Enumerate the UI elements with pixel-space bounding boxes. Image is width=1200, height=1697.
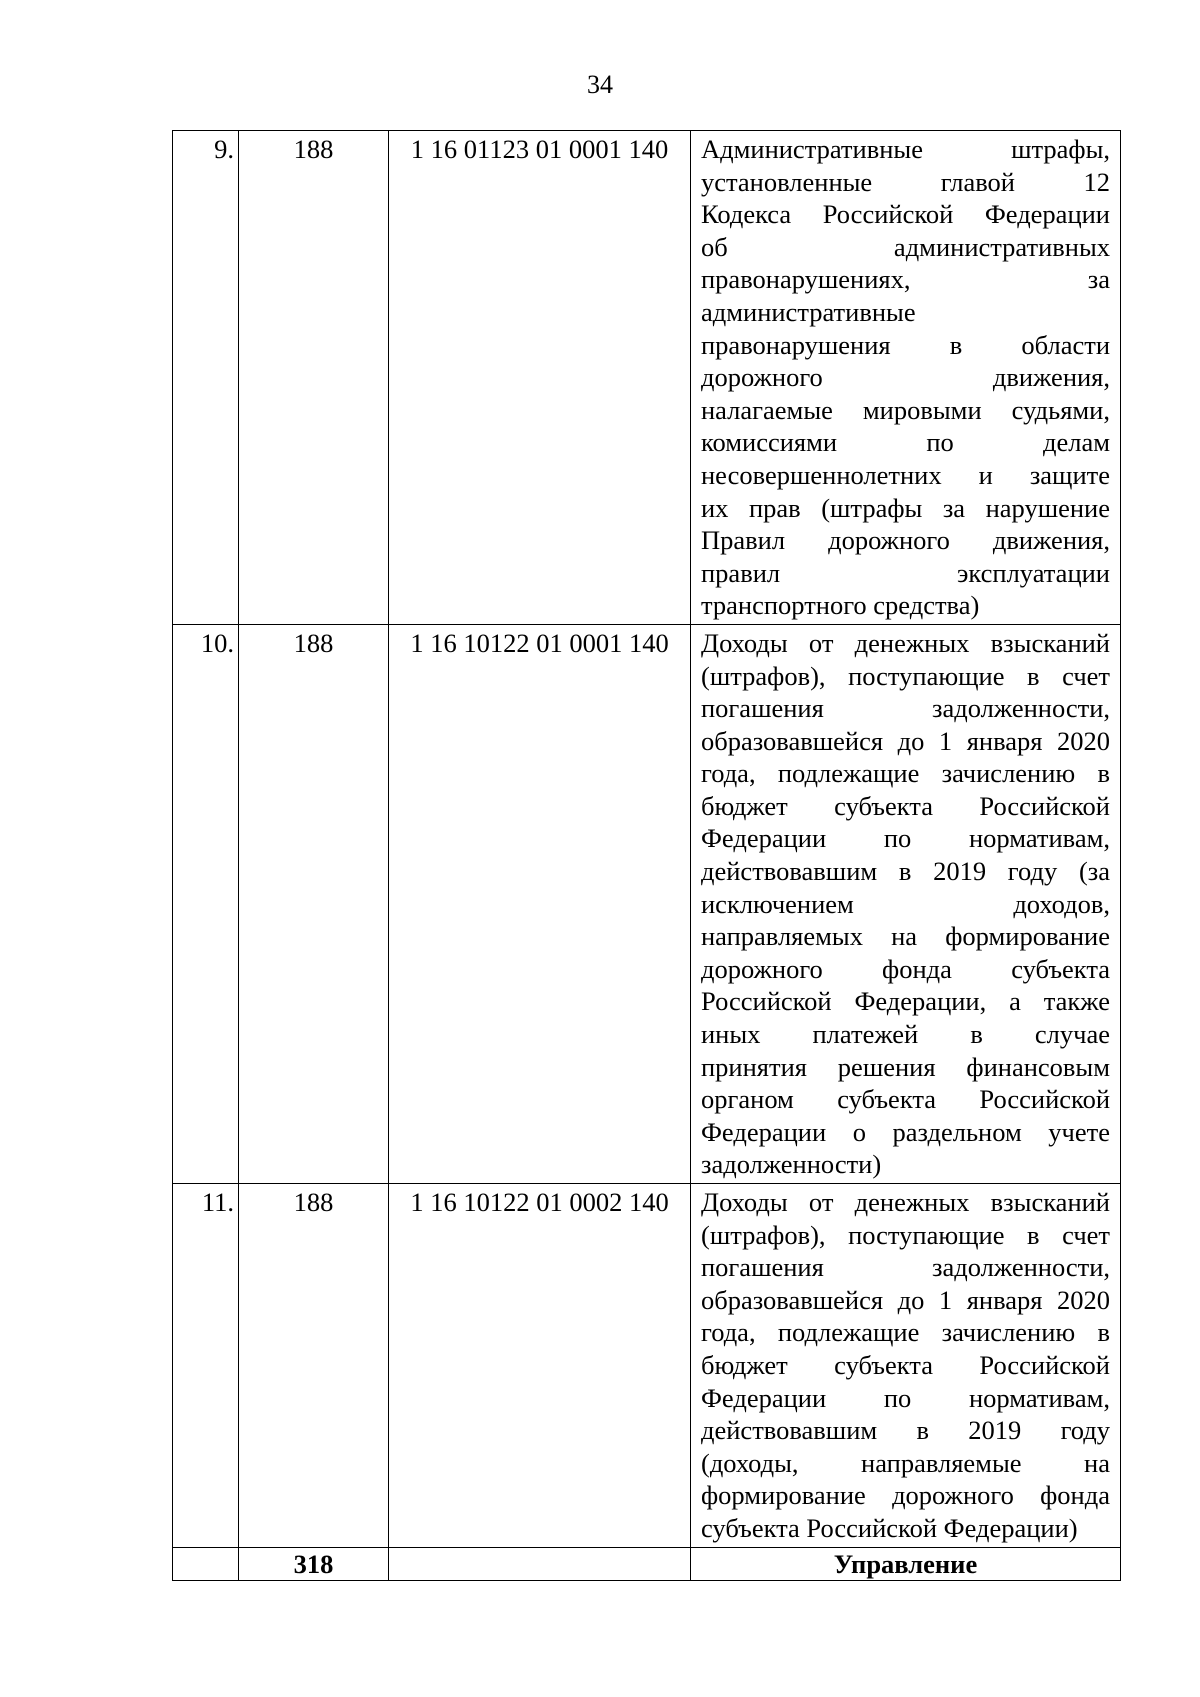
revenue-name-line: дорожного движения,	[701, 362, 1110, 393]
revenue-name-line: дорожного фонда субъекта	[701, 953, 1110, 984]
revenue-name-line: несовершеннолетних и защите	[701, 459, 1110, 490]
revenue-name-line: комиссиями по делам	[701, 427, 1110, 458]
revenue-name-line: Федерации по нормативам,	[701, 823, 1110, 854]
revenue-name-line: направляемых на формирование	[701, 921, 1110, 952]
revenue-name-line: образовавшейся до 1 января 2020	[701, 725, 1110, 756]
revenue-code-cell: 1 16 01123 01 0001 140	[389, 131, 691, 625]
revenue-name-line: Кодекса Российской Федерации	[701, 199, 1110, 230]
revenue-code-cell: 1 16 10122 01 0002 140	[389, 1184, 691, 1548]
revenue-name-line: субъекта Российской Федерации)	[701, 1512, 1078, 1543]
table-body	[173, 131, 1121, 1581]
total-row-name-cell: Управление	[691, 1547, 1121, 1581]
row-number-cell: 10.	[173, 624, 239, 1183]
revenue-name-cell	[691, 131, 1121, 625]
row-number-cell: 9.	[173, 131, 239, 625]
table-row	[173, 624, 1121, 1183]
revenue-code-cell: 1 16 10122 01 0001 140	[389, 624, 691, 1183]
revenue-name-line: административные	[701, 296, 916, 327]
revenue-codes-table	[172, 130, 1121, 1581]
revenue-name-line: принятия решения финансовым	[701, 1051, 1110, 1082]
revenue-name-line: (штрафов), поступающие в счет	[701, 660, 1110, 691]
revenue-name-line: погашения задолженности,	[701, 693, 1110, 724]
revenue-name-line: Доходы от денежных взысканий	[701, 1187, 1110, 1217]
table-row	[173, 1184, 1121, 1548]
revenue-name-line: налагаемые мировыми судьями,	[701, 394, 1110, 425]
revenue-name-line: действовавшим в 2019 году (за	[701, 856, 1110, 887]
revenue-name-line: правонарушениях, за	[701, 264, 1110, 295]
revenue-name-line: Федерации по нормативам,	[701, 1382, 1110, 1413]
revenue-name-line: органом субъекта Российской	[701, 1084, 1110, 1115]
revenue-name-cell	[691, 624, 1121, 1183]
revenue-name-line: установленные главой 12	[701, 166, 1110, 197]
revenue-name-line: Российской Федерации, а также	[701, 986, 1110, 1017]
total-row-revenue-code-cell	[389, 1547, 691, 1581]
revenue-name-line: Административные штрафы,	[701, 134, 1110, 164]
revenue-name-line: иных платежей в случае	[701, 1019, 1110, 1050]
revenue-name-line: бюджет субъекта Российской	[701, 790, 1110, 821]
revenue-name-line: задолженности)	[701, 1149, 882, 1180]
revenue-name-line: правонарушения в области	[701, 329, 1110, 360]
page-number: 34	[587, 70, 613, 99]
revenue-name-line: бюджет субъекта Российской	[701, 1349, 1110, 1380]
table-row	[173, 131, 1121, 625]
revenue-name-line: правил эксплуатации	[701, 557, 1110, 588]
revenue-name-line: Правил дорожного движения,	[701, 525, 1110, 556]
revenue-name-line: формирование дорожного фонда	[701, 1480, 1110, 1511]
revenue-name-line: Федерации о раздельном учете	[701, 1116, 1110, 1147]
revenue-name-line: исключением доходов,	[701, 888, 1110, 919]
revenue-name-line: (доходы, направляемые на	[701, 1447, 1110, 1478]
revenue-name-line: действовавшим в 2019 году	[701, 1415, 1110, 1446]
revenue-name-line: (штрафов), поступающие в счет	[701, 1219, 1110, 1250]
revenue-name-line: года, подлежащие зачислению в	[701, 1317, 1110, 1348]
row-number-cell: 11.	[173, 1184, 239, 1548]
administrator-code-cell: 188	[239, 1184, 389, 1548]
administrator-code-cell: 188	[239, 131, 389, 625]
total-row	[173, 1547, 1121, 1581]
revenue-name-line: образовавшейся до 1 января 2020	[701, 1284, 1110, 1315]
revenue-name-cell	[691, 1184, 1121, 1548]
revenue-name-line: погашения задолженности,	[701, 1252, 1110, 1283]
revenue-name-line: об административных	[701, 231, 1110, 262]
revenue-name-line: их прав (штрафы за нарушение	[701, 492, 1110, 523]
administrator-code-cell: 188	[239, 624, 389, 1183]
revenue-name-line: Доходы от денежных взысканий	[701, 627, 1110, 658]
revenue-name-line: года, подлежащие зачислению в	[701, 758, 1110, 789]
revenue-name-line: транспортного средства)	[701, 590, 980, 621]
total-row-number-cell	[173, 1547, 239, 1581]
total-row-administrator-code-cell: 318	[239, 1547, 389, 1581]
